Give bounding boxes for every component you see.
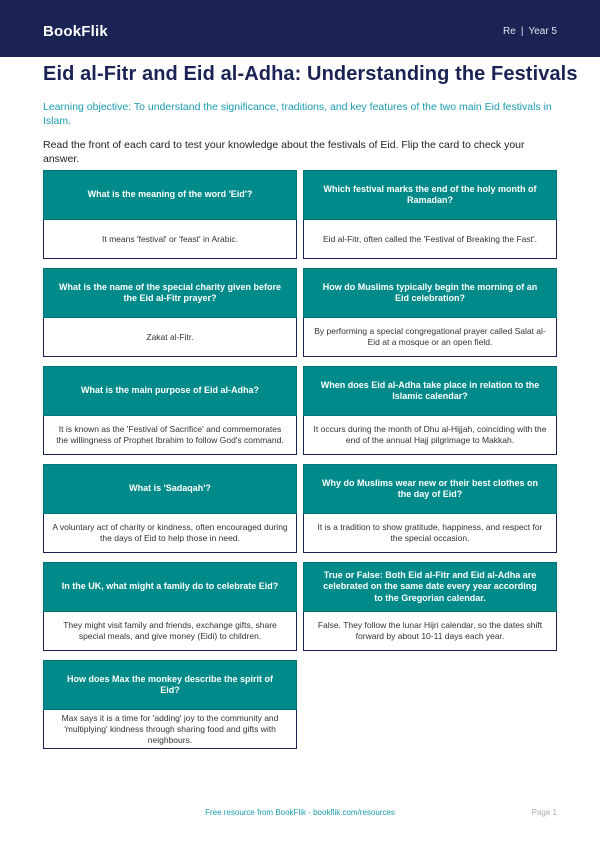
- flashcard-2[interactable]: [303, 170, 557, 259]
- card-front[interactable]: When does Eid al-Adha take place in relation to the Islamic calendar?: [303, 366, 557, 416]
- card-front[interactable]: How does Max the monkey describe the spirit of Eid?: [43, 660, 297, 710]
- card-back: False. They follow the lunar Hijri calendar, so the dates shift forward by about 10-11 days each year.: [303, 612, 557, 651]
- brand-logo[interactable]: BookFlik: [43, 23, 108, 40]
- card-back: By performing a special congregational prayer called Salat al-Eid at a mosque or an open field.: [303, 318, 557, 357]
- separator: |: [520, 26, 524, 37]
- flashcard-11[interactable]: [43, 660, 297, 749]
- flashcard-10[interactable]: [303, 562, 557, 651]
- footer-link[interactable]: Free resource from BookFlik · bookflik.com/resources: [205, 808, 395, 817]
- card-back: They might visit family and friends, exchange gifts, share special meals, and give money (Eidi) to children.: [43, 612, 297, 651]
- year-label: Year 5: [528, 26, 557, 37]
- page-number: Page 1: [531, 808, 557, 817]
- card-front[interactable]: Why do Muslims wear new or their best clothes on the day of Eid?: [303, 464, 557, 514]
- flashcard-6[interactable]: [303, 366, 557, 455]
- flashcard-8[interactable]: [303, 464, 557, 553]
- header-meta: [503, 26, 557, 37]
- card-front[interactable]: What is 'Sadaqah'?: [43, 464, 297, 514]
- card-back: Max says it is a time for 'adding' joy to the community and 'multiplying' kindness through sharing food and gifts with neighbours.: [43, 710, 297, 749]
- card-front[interactable]: What is the main purpose of Eid al-Adha?: [43, 366, 297, 416]
- instructions: Read the front of each card to test your knowledge about the festivals of Eid. Flip the card to check your answer.: [43, 139, 525, 165]
- page-title: Eid al-Fitr and Eid al-Adha: Understanding the Festivals: [43, 63, 578, 85]
- flashcard-3[interactable]: [43, 268, 297, 357]
- card-back: It means 'festival' or 'feast' in Arabic.: [43, 220, 297, 259]
- learning-objective: Learning objective: To understand the significance, traditions, and key features of the two main Eid festivals in Islam.: [43, 101, 552, 127]
- flashcard-4[interactable]: [303, 268, 557, 357]
- card-front[interactable]: True or False: Both Eid al-Fitr and Eid al-Adha are celebrated on the same date every year according to the Gregorian calendar.: [303, 562, 557, 612]
- card-front[interactable]: How do Muslims typically begin the morning of an Eid celebration?: [303, 268, 557, 318]
- card-front[interactable]: Which festival marks the end of the holy month of Ramadan?: [303, 170, 557, 220]
- card-back: Eid al-Fitr, often called the 'Festival of Breaking the Fast'.: [303, 220, 557, 259]
- card-front[interactable]: What is the meaning of the word 'Eid'?: [43, 170, 297, 220]
- header-bar: [0, 0, 600, 57]
- flashcard-1[interactable]: [43, 170, 297, 259]
- card-back: Zakat al-Fitr.: [43, 318, 297, 357]
- card-front[interactable]: In the UK, what might a family do to celebrate Eid?: [43, 562, 297, 612]
- card-back: It is a tradition to show gratitude, happiness, and respect for the special occasion.: [303, 514, 557, 553]
- subject-label: Re: [503, 26, 516, 37]
- card-front[interactable]: What is the name of the special charity given before the Eid al-Fitr prayer?: [43, 268, 297, 318]
- card-back: It occurs during the month of Dhu al-Hijjah, coinciding with the end of the annual Hajj pilgrimage to Makkah.: [303, 416, 557, 455]
- card-back: A voluntary act of charity or kindness, often encouraged during the days of Eid to help those in need.: [43, 514, 297, 553]
- flashcard-9[interactable]: [43, 562, 297, 651]
- flashcard-5[interactable]: [43, 366, 297, 455]
- flashcard-7[interactable]: [43, 464, 297, 553]
- card-back: It is known as the 'Festival of Sacrifice' and commemorates the willingness of Prophet Ibrahim to follow God's command.: [43, 416, 297, 455]
